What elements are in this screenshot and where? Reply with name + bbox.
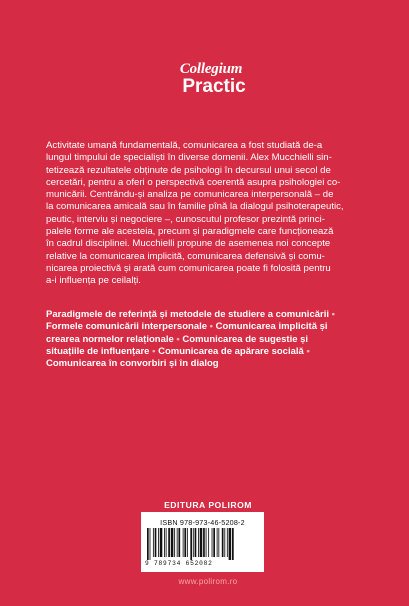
barcode-bar (227, 528, 228, 557)
barcode-bar (212, 528, 213, 557)
barcode-bar (153, 528, 154, 557)
barcode-digits: 9 789734 652082 (145, 560, 213, 567)
description-line: cercetări, pentru a oferi o perspectivă coerentă asupra psihologiei co- (46, 176, 341, 188)
barcode-bar (232, 528, 234, 560)
description-line: în cadrul disciplinei. Mucchielli propune de asemenea noi concepte (46, 238, 331, 250)
barcode-bar (213, 528, 215, 557)
topic-text: Paradigmele de referință și metodele de studiere a comunicării (46, 309, 329, 320)
barcode-bar (222, 528, 224, 557)
bullet-separator: • (207, 321, 216, 333)
barcode-bar (206, 528, 207, 557)
description-line: la comunicarea amicală sau în familie pînă la dialogul psihoterapeutic, (46, 201, 344, 213)
topics-line (46, 358, 372, 370)
topic-text: Comunicarea de sugestie și (182, 333, 309, 345)
description-line: Activitate umană fundamentală, comunicarea a fost studiată de-a (46, 140, 323, 151)
description-line: peutic, interviu și negociere –, cunoscutul profesor prezintă princi- (46, 213, 325, 225)
barcode-bar (171, 528, 174, 557)
isbn-text: ISBN 978-973-46-5208-2 (160, 518, 245, 527)
description-line: nicarea proiectivă și arată cum comunicarea poate fi folosită pentru (46, 262, 331, 274)
barcode-label (141, 512, 264, 572)
barcode-bar (164, 528, 165, 557)
bullet-separator: • (173, 333, 183, 345)
description-line: a-i influența pe ceilalți. (46, 275, 141, 287)
description-line: tetizează rezultatele obținute de psihologi în decursul unui secol de (46, 164, 331, 176)
barcode-bar (147, 528, 149, 560)
barcode-bar (195, 528, 197, 557)
topics-list (46, 309, 372, 370)
barcode-bar (184, 528, 186, 557)
description-line: relative la comunicarea implicită, comunicarea defensivă și comu- (46, 250, 325, 262)
barcode-bar (200, 528, 203, 557)
barcode-bar (229, 528, 232, 560)
barcode-bar (160, 528, 163, 557)
barcode-bar (150, 528, 151, 560)
barcode-bar (217, 528, 218, 557)
barcode-bar (178, 528, 180, 557)
bullet-separator: • (303, 345, 310, 357)
topics-line (46, 346, 372, 358)
barcode-bar (224, 528, 225, 557)
barcode-bar (177, 528, 178, 557)
topics-line (46, 321, 372, 333)
bullet-separator: • (329, 309, 335, 320)
topic-text: Comunicarea implicită și (215, 321, 328, 333)
topics-line (46, 334, 372, 346)
bullet-separator: • (149, 345, 159, 357)
topic-text: Comunicarea în convorbiri și în dialog (46, 358, 219, 370)
barcode-bar (203, 528, 205, 557)
barcode-bar (166, 528, 167, 557)
barcode-bar (158, 528, 159, 557)
topic-text: crearea normelor relaționale (46, 333, 174, 345)
barcode-bar (187, 528, 188, 557)
series-logo (171, 62, 251, 97)
barcode-bar (183, 528, 184, 557)
barcode-bar (198, 528, 199, 557)
barcode-bar (190, 528, 192, 560)
barcode-bar (155, 528, 157, 557)
description-line: municării. Centrându-și analiza pe comunicarea interpersonală – de (46, 189, 334, 201)
series-name-collegium: Collegium (179, 61, 243, 77)
publisher-website: www.polirom.ro (178, 577, 238, 586)
barcode-bar (208, 528, 209, 557)
topics-line (46, 309, 372, 321)
description-line: palele forme ale acesteia, precum și paradigmele care funcționează (46, 226, 334, 238)
description-line: lungul timpului de specialiști în diverse domenii. Alex Mucchielli sin- (46, 152, 332, 164)
book-description (46, 140, 368, 288)
barcode-bar (218, 528, 219, 557)
topic-text: Comunicarea de apărare socială (158, 345, 304, 357)
barcode-icon (147, 528, 258, 560)
publisher-name: EDITURA POLIROM (164, 500, 252, 510)
barcode-bar (168, 528, 170, 557)
topic-text: Formele comunicării interpersonale (46, 321, 208, 333)
series-name-practic: Practic (182, 76, 246, 97)
topic-text: situațiile de influențare (46, 345, 150, 357)
barcode-bar (193, 528, 194, 557)
barcode-bar (174, 528, 175, 557)
